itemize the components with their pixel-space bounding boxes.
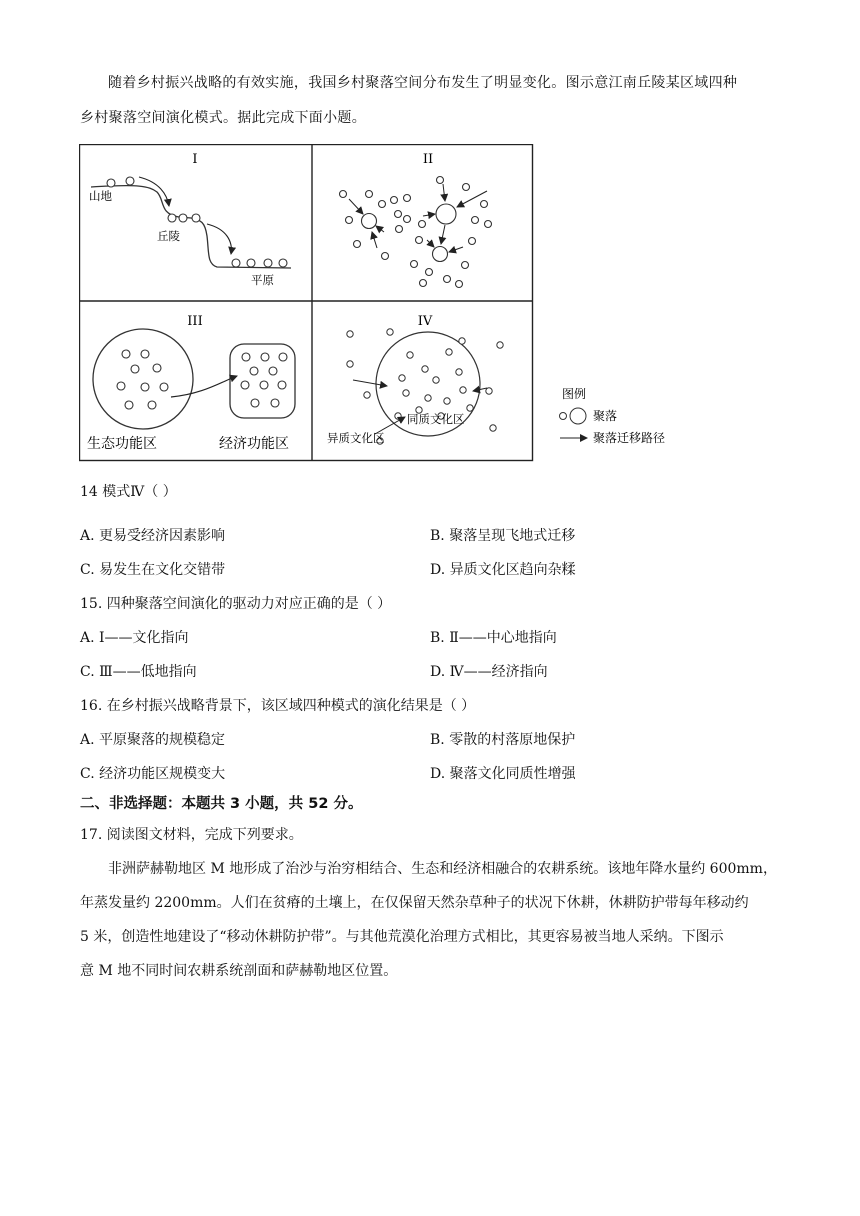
intro-line-2: 乡村聚落空间演化模式。据此完成下面小题。 xyxy=(80,110,366,126)
intro-line-1: 随着乡村振兴战略的有效实施，我国乡村聚落空间分布发生了明显变化。图示意江南丘陵某区域四种 xyxy=(108,75,738,91)
label-eco-zone: 生态功能区 xyxy=(87,436,157,452)
label-hetero-culture: 异质文化区 xyxy=(327,431,385,445)
q16-option-c[interactable]: C. 经济功能区规模变大 xyxy=(80,766,226,782)
legend-large-circle-icon xyxy=(570,408,586,424)
q14-option-a[interactable]: A. 更易受经济因素影响 xyxy=(80,528,226,544)
q17-material-line-4: 意 M 地不同时间农耕系统剖面和萨赫勒地区位置。 xyxy=(80,963,398,979)
legend-title: 图例 xyxy=(562,387,587,401)
q15-option-d[interactable]: D. Ⅳ——经济指向 xyxy=(430,664,548,680)
question-16-stem: 16. 在乡村振兴战略背景下，该区域四种模式的演化结果是（ ） xyxy=(80,698,476,714)
question-14-stem: 14 模式Ⅳ（ ） xyxy=(80,484,177,500)
q17-material-line-3: 5 米，创造性地建设了“移动休耕防护带”。与其他荒漠化治理方式相比，其更容易被当地人采纳。下图示 xyxy=(80,929,724,945)
label-econ-zone: 经济功能区 xyxy=(219,436,289,452)
legend-path: 聚落迁移路径 xyxy=(593,431,666,445)
legend-small-circle-icon xyxy=(560,413,567,420)
section-2-heading: 二、非选择题：本题共 3 小题，共 52 分。 xyxy=(80,796,363,812)
panel-i xyxy=(89,152,291,287)
label-mountain: 山地 xyxy=(89,189,112,203)
panel-iii-roman: III xyxy=(187,314,203,329)
panel-iv xyxy=(327,314,503,445)
panel-ii xyxy=(340,152,492,288)
q16-option-d[interactable]: D. 聚落文化同质性增强 xyxy=(430,766,576,782)
q15-option-a[interactable]: A. Ⅰ——文化指向 xyxy=(80,630,189,646)
q16-option-b[interactable]: B. 零散的村落原地保护 xyxy=(430,732,576,748)
q15-option-c[interactable]: C. Ⅲ——低地指向 xyxy=(80,664,197,680)
q15-option-b[interactable]: B. Ⅱ——中心地指向 xyxy=(430,630,557,646)
q17-material-line-1: 非洲萨赫勒地区 M 地形成了治沙与治穷相结合、生态和经济相融合的农耕系统。该地年降水量约 600mm， xyxy=(108,861,777,877)
q16-option-a[interactable]: A. 平原聚落的规模稳定 xyxy=(80,732,226,748)
panel-iv-roman: IV xyxy=(417,314,433,329)
label-homo-culture: 同质文化区 xyxy=(407,412,465,426)
q14-option-b[interactable]: B. 聚落呈现飞地式迁移 xyxy=(430,528,576,544)
question-17-stem: 17. 阅读图文材料，完成下列要求。 xyxy=(80,827,303,843)
q17-material-line-2: 年蒸发量约 2200mm。人们在贫瘠的土壤上，在仅保留天然杂草种子的状况下休耕，休耕防护带每年移动约 xyxy=(80,895,749,911)
panel-iii xyxy=(87,314,295,452)
q14-option-c[interactable]: C. 易发生在文化交错带 xyxy=(80,562,226,578)
q14-option-d[interactable]: D. 异质文化区趋向杂糅 xyxy=(430,562,576,578)
settlement-evolution-figure xyxy=(79,144,679,464)
panel-i-roman: I xyxy=(192,152,198,167)
legend xyxy=(560,386,666,445)
label-hill: 丘陵 xyxy=(157,229,180,243)
panel-ii-roman: II xyxy=(422,152,434,167)
legend-settlement: 聚落 xyxy=(593,409,618,423)
question-15-stem: 15. 四种聚落空间演化的驱动力对应正确的是（ ） xyxy=(80,596,392,612)
label-plain: 平原 xyxy=(251,273,274,287)
